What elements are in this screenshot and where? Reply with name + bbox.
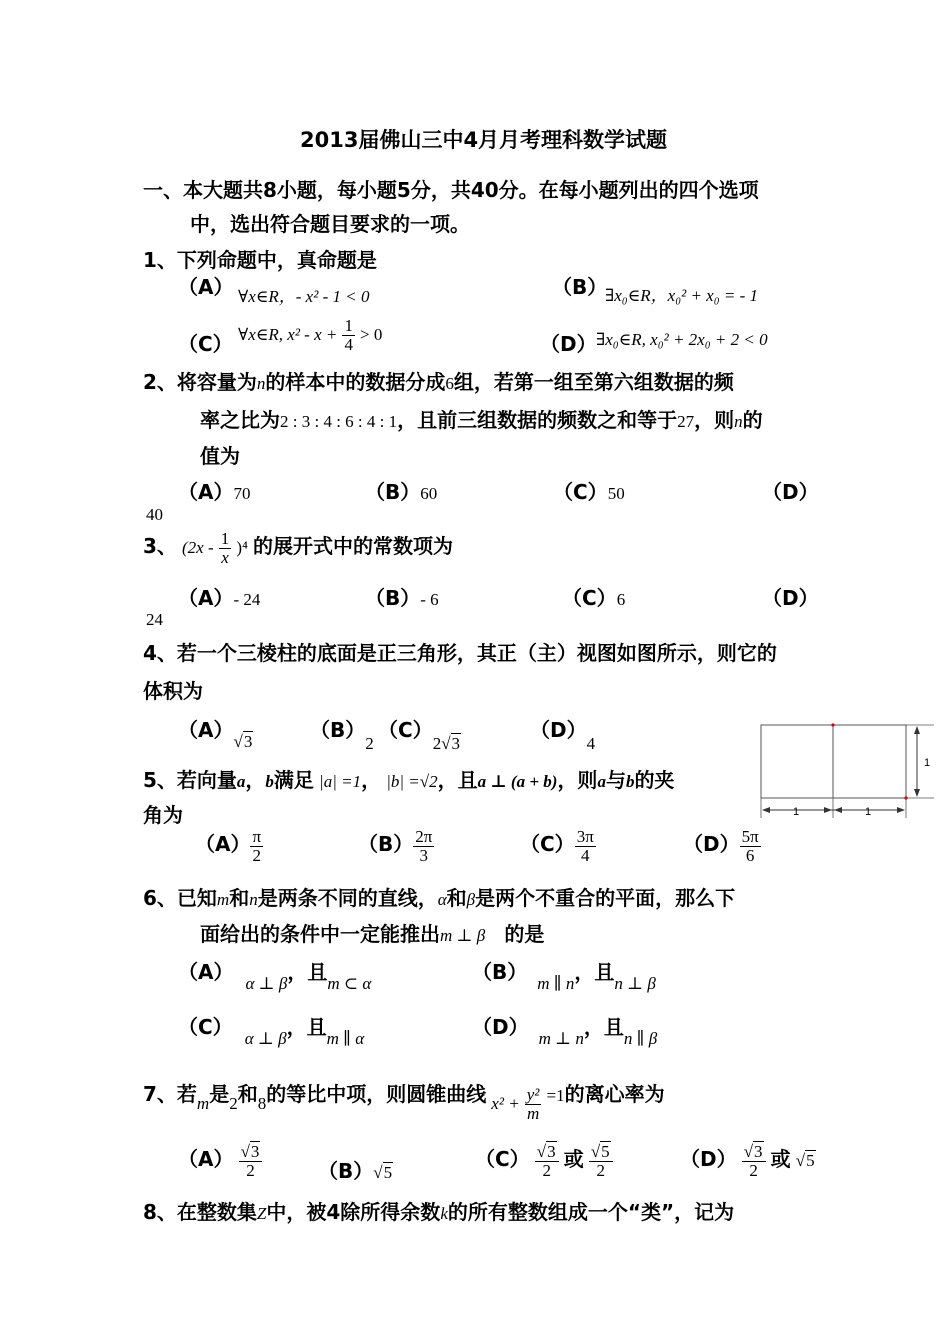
q6-alpha: α — [437, 890, 447, 909]
q7-option-a-frac — [239, 1143, 263, 1180]
height-arrow-top — [914, 726, 920, 734]
q6-option-b-label: （B） — [472, 960, 528, 984]
q3-expr-a: (2x - — [182, 538, 214, 557]
question-5-line1 — [143, 764, 674, 793]
q6-option-b — [472, 956, 656, 993]
q4-option-a — [178, 714, 253, 751]
q5-option-c-frac — [575, 828, 596, 865]
q7-m: m — [196, 1094, 210, 1113]
q7-d-value2: √5 — [795, 1151, 815, 1170]
q2-text-b: 的样本中的数据分成 — [265, 370, 446, 394]
q5-text-j: 的夹 — [634, 768, 675, 792]
q6-text-c: 是两条不同的直线， — [257, 886, 438, 910]
q7-c-or: 或 — [563, 1147, 584, 1171]
q3-option-d-value: 24 — [146, 610, 163, 629]
q2-text-a: 2、将容量为 — [143, 370, 257, 394]
q5-vec-b2: b — [625, 772, 635, 791]
q1-option-b-label: （B） — [552, 275, 608, 299]
q6-d-e2: n ∥ β — [623, 1029, 658, 1048]
question-1-stem: 1、下列命题中，真命题是 — [143, 248, 377, 272]
q6-b-e2: n ⊥ β — [614, 974, 656, 993]
q5-a-num: π — [252, 827, 262, 847]
q1-option-d-expr: ∃x₀∈R, x₀² + 2x₀ + 2 < 0 — [596, 330, 768, 349]
q1-option-c-fraction — [342, 317, 355, 354]
q5-cond-2: |b| =√2 — [386, 772, 438, 791]
q7-frac-num: y² — [526, 1085, 540, 1105]
q4-option-a-value: √3 — [233, 732, 253, 751]
section-instructions-line1: 一、本大题共8小题，每小题5分，共40分。在每小题列出的四个选项 — [143, 178, 759, 202]
q5-cond-3: a ⊥ (a + b) — [477, 772, 558, 791]
q6-c-e2: m ∥ α — [326, 1029, 365, 1048]
q7-option-c-label: （C） — [475, 1147, 530, 1171]
q7-c-num2: √5 — [589, 1143, 613, 1162]
q3-option-a — [178, 582, 260, 611]
q7-a-radicand: 3 — [250, 1142, 260, 1162]
q2-text-c: 组，若第一组至第六组数据的频 — [453, 370, 734, 394]
q2-option-a-value: 70 — [233, 484, 251, 503]
q2-ratio: 2 : 3 : 4 : 6 : 4 : 1 — [280, 412, 398, 431]
q5-option-b — [358, 828, 434, 865]
q4-option-a-label: （A） — [178, 718, 234, 742]
q4-option-b-value: 2 — [365, 734, 374, 753]
q5-option-a-label: （A） — [195, 832, 251, 856]
q2-option-d-value: 40 — [146, 505, 163, 524]
q6-text-a: 6、已知 — [143, 886, 217, 910]
width-arrow-left — [762, 807, 770, 813]
q8-k: k — [440, 1204, 448, 1223]
q6-target: m ⊥ β — [440, 926, 486, 945]
q5-c-num: 3π — [576, 827, 594, 847]
q2-option-a — [178, 476, 250, 505]
q5-option-d — [683, 828, 761, 865]
q7-d-or: 或 — [770, 1147, 791, 1171]
q6-text-d: 和 — [446, 886, 467, 910]
q7-option-a-label: （A） — [178, 1147, 234, 1171]
q7-d-den: 2 — [749, 1161, 758, 1180]
q7-curve-a: x² + — [491, 1094, 520, 1113]
q1-option-c-expr-a: ∀x∈R, x² - x + — [238, 324, 338, 344]
q4-option-b — [310, 714, 374, 753]
q2-text-g: 的 — [742, 408, 763, 432]
q6-text-b: 和 — [229, 886, 250, 910]
q6-m: m — [216, 890, 230, 909]
q3-option-c-label: （C） — [562, 586, 617, 610]
q3-option-b-label: （B） — [365, 586, 421, 610]
q1-option-c-expr — [238, 317, 382, 354]
q6-text-g: 的是 — [504, 922, 545, 946]
q2-option-b — [365, 476, 437, 505]
width-arrow-mid-right — [834, 807, 842, 813]
q4-option-a-radicand: 3 — [243, 732, 253, 751]
q7-c-den1: 2 — [542, 1161, 551, 1180]
question-7-stem — [143, 1078, 665, 1123]
q8-text-a: 8、在整数集 — [143, 1200, 257, 1224]
q3-expr-b: )⁴ — [236, 538, 248, 557]
q7-d-num: √3 — [742, 1143, 766, 1162]
q6-n: n — [249, 890, 258, 909]
q6-option-d-label: （D） — [472, 1015, 529, 1039]
q7-option-d-label: （D） — [680, 1147, 737, 1171]
q4-option-c-radicand: 3 — [451, 734, 461, 753]
q3-frac-den: x — [221, 548, 229, 567]
question-2-line3: 值为 — [200, 444, 240, 468]
question-4-line1: 4、若一个三棱柱的底面是正三角形，其正（主）视图如图所示，则它的 — [143, 641, 777, 665]
q7-eight: 8 — [257, 1094, 267, 1113]
q5-text-i: 与 — [605, 768, 626, 792]
q3-number: 3、 — [143, 534, 177, 558]
q4-option-c-coef: 2 — [432, 734, 442, 753]
q5-text-h: ，则 — [557, 768, 598, 792]
q2-option-b-value: 60 — [420, 484, 438, 503]
q5-d-num: 5π — [741, 827, 759, 847]
q4-option-d-label: （D） — [530, 718, 587, 742]
q2-text-f: ，则 — [694, 408, 735, 432]
q8-text-c: 的所有整数组成一个“类”，记为 — [447, 1200, 735, 1224]
q7-c-radicand2: 5 — [601, 1142, 610, 1162]
q2-option-d-label: （D） — [762, 480, 819, 504]
q5-vec-a2: a — [597, 772, 606, 791]
q5-b-num: 2π — [415, 827, 433, 847]
question-3-stem — [143, 530, 453, 567]
q7-c-radicand1: 3 — [547, 1142, 556, 1162]
q7-c-den2: 2 — [596, 1161, 605, 1180]
q5-option-c-label: （C） — [520, 832, 575, 856]
q5-option-d-label: （D） — [683, 832, 740, 856]
q5-c-den: 4 — [580, 846, 590, 865]
q2-n2: n — [734, 412, 743, 431]
q3-option-c — [562, 582, 625, 611]
q6-text-f: 面给出的条件中一定能推出 — [200, 922, 440, 946]
q5-vec-a: a — [236, 772, 246, 791]
q3-fraction — [219, 530, 232, 567]
q6-option-a-label: （A） — [178, 960, 234, 984]
q3-option-b-value: - 6 — [420, 590, 439, 609]
q5-text-a: 5、若向量 — [143, 768, 237, 792]
q2-option-c-label: （C） — [553, 480, 608, 504]
q7-option-b-value: √5 — [373, 1163, 393, 1182]
q8-text-b: 中，被4除所得余数 — [266, 1200, 441, 1224]
q8-Z: Z — [256, 1204, 267, 1223]
q2-six: 6 — [445, 374, 454, 393]
q6-b-e1: m ∥ n — [537, 974, 575, 993]
q7-d-radicand1: 3 — [754, 1142, 763, 1162]
q7-b-radicand: 5 — [383, 1163, 393, 1182]
q5-option-b-label: （B） — [358, 832, 414, 856]
q4-option-c-value: 2√3 — [432, 734, 461, 753]
q7-text-c: 和 — [237, 1082, 258, 1106]
width-label-right: 1 — [865, 806, 872, 818]
q7-text-b: 是 — [209, 1082, 230, 1106]
q2-option-c-value: 50 — [607, 484, 625, 503]
q7-d-radicand2: 5 — [806, 1151, 815, 1170]
q7-text-f: 的离心率为 — [564, 1082, 665, 1106]
q3-option-a-value: - 24 — [233, 590, 261, 609]
question-2-line2 — [200, 404, 763, 433]
q5-option-d-frac — [740, 828, 761, 865]
q3-stem-text: 的展开式中的常数项为 — [253, 534, 454, 558]
q6-d-text: ，且 — [583, 1015, 624, 1039]
q6-option-c — [178, 1011, 365, 1048]
figure-point-top — [831, 723, 834, 726]
q7-option-b — [318, 1155, 393, 1184]
q6-a-e1: α ⊥ β — [245, 974, 288, 993]
q1-option-c-label: （C） — [178, 332, 233, 356]
height-label: 1 — [924, 757, 931, 769]
section-instructions-line2: 中，选出符合题目要求的一项。 — [190, 212, 470, 236]
q5-text-d: ， — [361, 768, 382, 792]
q5-option-a — [195, 828, 263, 865]
q5-option-c — [520, 828, 596, 865]
q7-curve-frac — [525, 1086, 542, 1123]
q7-text-a: 7、若 — [143, 1082, 197, 1106]
q6-b-text: ，且 — [574, 960, 615, 984]
q1-option-a-expr: ∀x∈R，- x² - 1 < 0 — [238, 287, 370, 306]
q7-option-b-label: （B） — [318, 1159, 374, 1183]
q6-c-text: ，且 — [286, 1015, 327, 1039]
q7-option-a — [178, 1143, 262, 1180]
q5-option-b-frac — [413, 828, 434, 865]
q7-option-d-frac — [742, 1143, 766, 1180]
q5-a-den: 2 — [252, 846, 262, 865]
q1-option-b-expr: ∃x₀∈R，x₀² + x₀ = - 1 — [605, 286, 759, 305]
width-label-left: 1 — [793, 806, 800, 818]
q3-option-c-value: 6 — [616, 590, 626, 609]
q7-frac-den: m — [526, 1104, 540, 1123]
page-title: 2013届佛山三中4月月考理科数学试题 — [300, 128, 668, 152]
q2-text-e: ，且前三组数据的频数之和等于 — [397, 408, 678, 432]
q2-option-b-label: （B） — [365, 480, 421, 504]
q6-d-e1: m ⊥ n — [538, 1029, 584, 1048]
q6-option-c-label: （C） — [178, 1015, 233, 1039]
q7-text-d: 的等比中项，则圆锥曲线 — [266, 1082, 487, 1106]
q6-option-a — [178, 956, 372, 993]
q5-d-den: 6 — [745, 846, 755, 865]
q2-option-c — [553, 476, 625, 505]
width-arrow-mid-left — [824, 807, 832, 813]
q4-option-c-label: （C） — [378, 718, 433, 742]
q6-c-e1: α ⊥ β — [244, 1029, 287, 1048]
q3-option-d-label: （D） — [762, 586, 819, 610]
question-6-line1 — [143, 882, 735, 911]
q7-a-den: 2 — [246, 1161, 255, 1180]
q5-text-f: ，且 — [437, 768, 478, 792]
question-4-line2: 体积为 — [143, 679, 203, 703]
q2-27: 27 — [677, 412, 695, 431]
q7-option-d — [680, 1143, 816, 1180]
q7-curve-b: =1 — [546, 1086, 565, 1105]
question-2-line1 — [143, 366, 734, 395]
q3-option-b — [365, 582, 439, 611]
q7-option-c-frac2 — [589, 1143, 613, 1180]
q4-option-c — [378, 714, 461, 753]
q7-c-num1: √3 — [535, 1143, 559, 1162]
q7-a-num: √3 — [239, 1143, 263, 1162]
q4-option-b-label: （B） — [310, 718, 366, 742]
q2-text-d: 率之比为 — [200, 408, 280, 432]
q2-option-a-label: （A） — [178, 480, 234, 504]
q7-option-c-frac1 — [535, 1143, 559, 1180]
q6-a-e2: m ⊂ α — [327, 974, 372, 993]
q5-option-a-frac — [250, 828, 263, 865]
q1-option-c-expr-b: > 0 — [360, 324, 383, 344]
q1-option-c-frac-den: 4 — [344, 334, 353, 354]
width-arrow-right — [897, 807, 905, 813]
figure-point-right — [904, 796, 907, 799]
q4-front-view-figure — [752, 716, 944, 820]
q6-beta: β — [466, 890, 476, 909]
q7-two: 2 — [229, 1094, 238, 1113]
q1-option-a-label: （A） — [178, 275, 234, 299]
q3-frac-num: 1 — [220, 529, 230, 549]
q3-option-a-label: （A） — [178, 586, 234, 610]
q5-cond-1: |a| =1 — [319, 772, 362, 791]
q5-text-b: 满足 — [273, 768, 314, 792]
question-6-line2 — [200, 918, 544, 947]
q6-a-text: ，且 — [287, 960, 328, 984]
q5-sep: ， — [245, 768, 266, 792]
q1-option-d-label: （D） — [540, 332, 597, 356]
q4-option-d — [530, 714, 596, 753]
q1-option-c-frac-num: 1 — [344, 316, 353, 335]
question-8-stem — [143, 1196, 734, 1225]
q5-b-den: 3 — [419, 846, 429, 865]
q5-vec-b: b — [265, 772, 274, 791]
q2-n: n — [256, 374, 266, 393]
q6-option-d — [472, 1011, 658, 1048]
question-5-line2: 角为 — [143, 803, 183, 827]
height-arrow-bottom — [914, 789, 920, 797]
q4-option-d-value: 4 — [586, 734, 596, 753]
q7-option-c — [475, 1143, 613, 1180]
q6-text-e: 是两个不重合的平面，那么下 — [475, 886, 736, 910]
